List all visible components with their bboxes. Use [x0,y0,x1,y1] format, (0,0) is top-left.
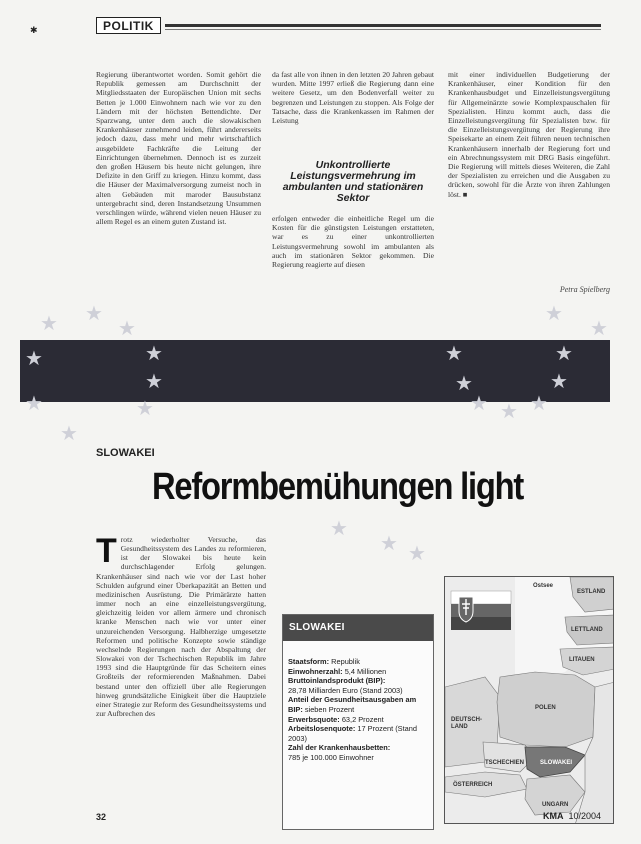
header-rule [165,24,601,27]
drop-cap: T [96,535,117,570]
fact-item [288,695,430,714]
text-column-1 [96,70,261,312]
column-text: erfolgen entweder die einheitliche Regel um die Kosten für die günstigsten Leistungen erstatteten, war es zu einer unkontrollierten Leistungsvermehrung sowohl im ambulanten als auch im stationären Sektor gekommen. Die Regierung reagierte auf diesen [272,214,434,270]
article-body [96,535,266,830]
article-headline: Reformbemühungen light [152,466,524,508]
fact-box [282,614,434,830]
star-icon: ★ [445,341,463,365]
fact-item [288,676,430,695]
issue-number: 10/2004 [568,811,602,821]
star-icon: ★ [590,316,608,340]
section-label: POLITIK [96,17,161,34]
subheading: Unkontrollierte Leistungsvermehrung im ambulanten und stationären Sektor [282,159,424,204]
fact-value: 785 je 100.000 Einwohner [288,752,374,762]
fact-item [288,657,430,667]
map-label: UNGARN [542,802,569,808]
map-label: LITAUEN [569,657,595,663]
fact-box-title: SLOWAKEI [283,615,433,641]
fact-label: Bruttoinlandsprodukt (BIP): [288,676,386,686]
fact-label: Zahl der Krankenhausbetten: [288,743,391,753]
fact-value: 17 Prozent (Stand 2003) [288,724,417,743]
fact-label: Arbeitslosenquote: [288,724,356,734]
star-icon: ★ [118,316,136,340]
fact-value: sieben Prozent [304,704,355,714]
map-label: TSCHECHIEN [485,760,525,766]
star-icon: ★ [550,369,568,393]
page-number: 32 [96,812,107,822]
text-column-2-top [272,70,434,148]
map-label: ESTLAND [577,589,606,595]
column-text: mit einer individuellen Budgetierung der Krankenhäuser, einer Kondition für den Krankenhausbudget und Einzelleistungsvergütung für Allgemeinärzte sowie Komplexpauschalen für Spezialisten. Hinzu kommt auch, dass die Einzelleistungsvergütung für Spezialisten bzw. für die Einzelleistungsvergütung der Regierung ihre Speisekarte an einem Zeit führen neuen technischen Krankenhäusern innerhalb der Regierung fort und ein Abrechnungssystem mit DRG Basis eingeführt. Die Regierung will mittels dieses Weiteren, die Zahl der Spezialisten zu erreichen und die Ausgaben zu drücken, sowohl für die Ärzte von ihren Zahlungen löst. ■ [448,70,610,199]
fact-label: Erwerbsquote: [288,714,340,724]
slovakia-flag-icon [451,591,511,630]
fact-value: 63,2 Prozent [341,714,384,724]
author-byline: Petra Spielberg [559,285,610,294]
fact-item [288,724,430,743]
eu-stars-decoration [0,290,641,570]
fact-label: Staatsform: [288,657,330,666]
fact-value: 5,4 Millionen [344,666,387,676]
star-icon: ★ [545,301,563,325]
star-icon: ★ [408,541,426,565]
fact-label: Einwohnerzahl: [288,666,343,676]
star-icon: ★ [25,391,43,415]
article-text: rotz wiederholter Versuche, das Gesundheitssystem des Landes zu reformieren, ist der Slowakei bis heute kein durchschlagender Erfolg gelungen. Krankenhäuser sind nach wie vor der Last hoher Schulden aufgrund einer Überkapazität an Betten und medizinischen Ausrüstung. Die Primärärzte hatten immer noch an eine einzelleistungsvergütung, gleichzeitig leiden vor allem ärmere und chronisch kranke Menschen nach wie vor unter einer unzureichenden Versorgung. Halbherzige umgesetzte Reformen und politische Konzepte sowie ständige wechselnde Regierungen nach der Abspaltung der Slowakei von der Tschechischen Republik im Jahre 1993 sind die Hauptgründe für das Scheitern eines Großteils der reformierenden Maßnahmen. Dabei bestand unter den offiziell über alle Regierungen hinweg grundsätzliche Einigkeit über die Hauptziele einer Strategie zur Reform des Gesundheitssystems und zur Aufbrechen des [96,535,266,718]
margin-mark: ✱ [30,25,38,35]
star-icon: ★ [25,346,43,370]
star-icon: ★ [530,391,548,415]
star-icon: ★ [145,341,163,365]
magazine-footer [543,811,601,821]
map-label: DEUTSCH-LAND [451,717,482,730]
star-icon: ★ [145,369,163,393]
fact-item [288,743,430,762]
fact-value: 28,78 Milliarden Euro (Stand 2003) [288,685,403,695]
column-text: Regierung überantwortet worden. Somit gehört die Republik gemessen am Durchschnitt der Mitgliedsstaaten der Europäischen Union mit sechs Betten je 1.000 Einwohnern nach wie vor zu den Ländern mit der höchsten Bettendichte. Der Sparzwang, unter dem auch die slowakischen Krankenhäuser zunehmend leiden, führt andererseits jedoch dazu, dass mehr und mehr wirtschaftlich ausgebildete Fachkräfte die Leitung der Einrichtungen übernehmen. Dennoch ist es zurzeit den großen Häusern bis heute nicht gelungen, ihre Defizite in den Griff zu kriegen. Hinzu kommt, dass die Häuser der Maximalversorgung zumeist noch in alten Gebäuden mit maroder Bausubstanz untergebracht sind, deren Instandsetzung Unsummen verschlingen würde, während vielen neuen Häuser zu allem Regel es an einem guten Zustand ist. [96,70,261,227]
star-icon: ★ [500,399,518,423]
star-icon: ★ [136,396,154,420]
magazine-name: KMA [543,811,564,821]
header-rule-thin [165,29,601,30]
star-icon: ★ [60,421,78,445]
europe-map [444,576,614,824]
text-column-3 [448,70,610,287]
fact-item [288,667,430,677]
star-icon: ★ [40,311,58,335]
column-text: da fast alle von ihnen in den letzten 20 Jahren gebaut wurden. Mitte 1997 erließ die Regierung dann eine weitere Gesetz, um den Bodenverfall weiter zu begrenzen und Leistungen zu stoppen. Als Folge der Tatsache, dass die Krankenkassen im Rahmen der Leistung [272,70,434,126]
map-label: Ostsee [533,583,554,589]
fact-label: Anteil der Gesundheitsausgaben am BIP: [288,695,417,714]
fact-item [288,715,430,725]
star-icon: ★ [555,341,573,365]
star-icon: ★ [330,516,348,540]
map-label: POLEN [535,705,556,711]
map-label: LETTLAND [571,627,603,633]
fact-list [288,657,430,763]
map-label: SLOWAKEI [540,760,573,766]
article-kicker: SLOWAKEI [96,447,155,459]
star-icon: ★ [470,391,488,415]
fact-value: Republik [331,657,360,666]
star-icon: ★ [85,301,103,325]
star-icon: ★ [380,531,398,555]
map-label: ÖSTERREICH [453,782,493,788]
star-icon: ★ [455,371,473,395]
